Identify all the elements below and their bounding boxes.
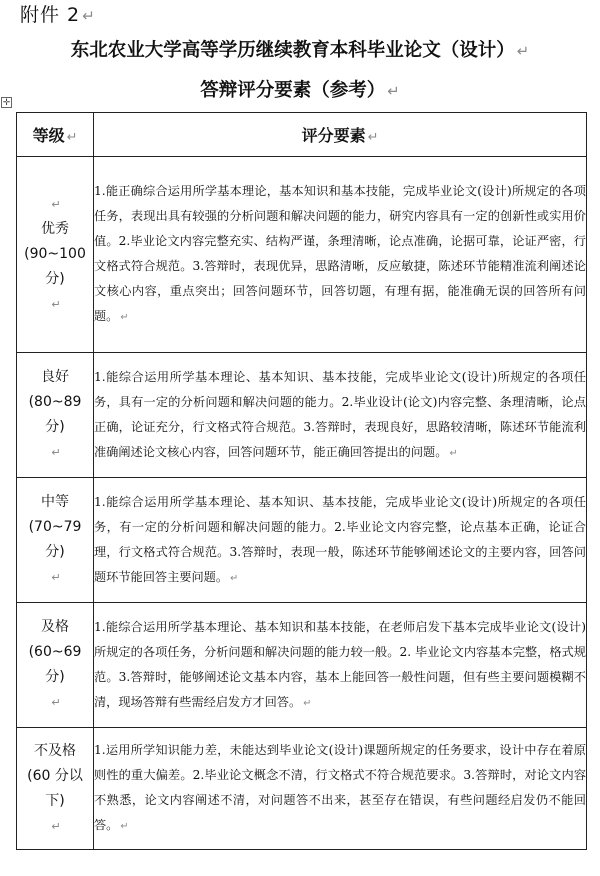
grade-range-end: 分) ↵ <box>17 540 93 590</box>
grade-range-end: 分) ↵ <box>17 415 93 465</box>
grade-range: (60~69 <box>28 644 82 660</box>
criteria-cell: 1.能综合运用所学基本理论、基本知识、基本技能，完成毕业论文(设计)所规定的各项任务，具有一定的分析问题和解决问题的能力。2.毕业设计(论文)内容完整、条理清晰，论点正确，论证充分，行文格式符合规范。3.答辩时，表现良好，思路较清晰，陈述环节能流利准确阐述论文核心内容，回答问题环节，能正确回答提出的问题。 ↵ <box>94 353 587 478</box>
document-title-line-2 <box>0 78 600 105</box>
grade-range-end: 分) ↵ <box>17 665 93 715</box>
title-line-2-text: 答辩评分要素（参考） <box>200 80 386 101</box>
paragraph-mark-icon: ↵ <box>51 298 61 311</box>
grade-range: (90~100 <box>24 246 86 262</box>
paragraph-mark-icon: ↵ <box>82 7 96 25</box>
paragraph-mark-icon: ↵ <box>51 696 61 709</box>
grade-range: (70~79 <box>28 519 82 535</box>
grade-range-end: 分) ↵ <box>17 267 93 317</box>
table-row <box>17 157 587 353</box>
attachment-label <box>20 2 96 29</box>
grade-name: 中等 <box>41 494 69 510</box>
paragraph-mark-icon: ↵ <box>387 83 400 100</box>
paragraph-mark-icon: ↵ <box>367 130 379 145</box>
grade-range: (60 分以 <box>27 767 83 784</box>
paragraph-mark-icon: ↵ <box>120 312 129 323</box>
table-header-row <box>17 113 587 157</box>
criteria-cell: 1.运用所学知识能力差，未能达到毕业论文(设计)课题所规定的任务要求，设计中存在着原则性的重大偏差。2.毕业论文概念不清，行文格式不符合规范要求。3.答辩时，对论文内容不熟悉，论文内容阐述不清，对问题答不出来，甚至存在错误，有些问题经启发仍不能回答。 ↵ <box>94 728 587 850</box>
grade-cell <box>17 353 94 478</box>
header-grade: 等级 ↵ <box>17 113 94 157</box>
paragraph-mark-icon: ↵ <box>66 130 78 145</box>
grade-name: 良好 <box>41 369 69 385</box>
paragraph-mark-icon: ↵ <box>51 446 61 459</box>
paragraph-mark-icon: ↵ <box>449 447 458 459</box>
criteria-cell: 1.能正确综合运用所学基本理论，基本知识和基本技能，完成毕业论文(设计)所规定的各项任务，表现出具有较强的分析问题和解决问题的能力，研究内容具有一定的创新性或实用价值。2.毕业论文内容完整充实、结构严谨，条理清晰，论点准确，论据可靠，论证严密，行文格式符合规范。3.答辩时，表现优异，思路清晰，反应敏捷，陈述环节能精准流利阐述论文核心内容，重点突出；回答问题环节，回答切题，有理有据，能准确无误的回答所有问题。 ↵ <box>94 157 587 353</box>
table-move-handle-icon[interactable]: ✛ <box>2 98 11 108</box>
grade-name: 优秀 <box>41 221 69 237</box>
grade-cell <box>17 157 94 353</box>
grade-name: 不及格 <box>34 742 76 759</box>
scoring-table <box>16 112 587 850</box>
grade-cell <box>17 478 94 603</box>
paragraph-mark-icon: ↵ <box>303 697 312 709</box>
criteria-cell: 1.能综合运用所学基本理论、基本知识和基本技能，在老师启发下基本完成毕业论文(设计)所规定的各项任务，分析问题和解决问题的能力较一般。2. 毕业论文内容基本完整，格式规范。3.答辩时，能够阐述论文基本内容，基本上能回答一般性问题，但有些主要问题模糊不清，现场答辩有些需经启发方才回答。 ↵ <box>94 603 587 728</box>
paragraph-mark-icon: ↵ <box>230 572 239 584</box>
table-row <box>17 603 587 728</box>
paragraph-mark-icon: ↵ <box>516 43 530 60</box>
grade-cell <box>17 603 94 728</box>
paragraph-mark-icon: ↵ <box>120 821 129 832</box>
criteria-cell: 1.能综合运用所学基本理论、基本知识、基本技能，完成毕业论文(设计)所规定的各项任务，有一定的分析问题和解决问题的能力。2.毕业论文内容完整，论点基本正确，论证合理，行文格式符合规范。3.答辩时，表现一般，陈述环节能够阐述论文的主要内容，回答问题环节能回答主要问题。 ↵ <box>94 478 587 603</box>
paragraph-mark-icon: ↵ <box>51 198 61 211</box>
header-criteria: 评分要素 ↵ <box>94 113 587 157</box>
document-title-line-1 <box>0 38 600 65</box>
paragraph-mark-icon: ↵ <box>51 819 61 833</box>
title-line-1-text: 东北农业大学高等学历继续教育本科毕业论文（设计） <box>70 40 515 61</box>
table-row <box>17 728 587 850</box>
grade-name: 及格 <box>41 619 69 635</box>
grade-cell <box>17 728 94 850</box>
grade-range-end: 下) ↵ <box>17 789 93 839</box>
grade-range: (80~89 <box>28 394 82 410</box>
table-row <box>17 478 587 603</box>
table-row <box>17 353 587 478</box>
attachment-text: 附件 2 <box>20 4 81 26</box>
paragraph-mark-icon: ↵ <box>51 571 61 584</box>
